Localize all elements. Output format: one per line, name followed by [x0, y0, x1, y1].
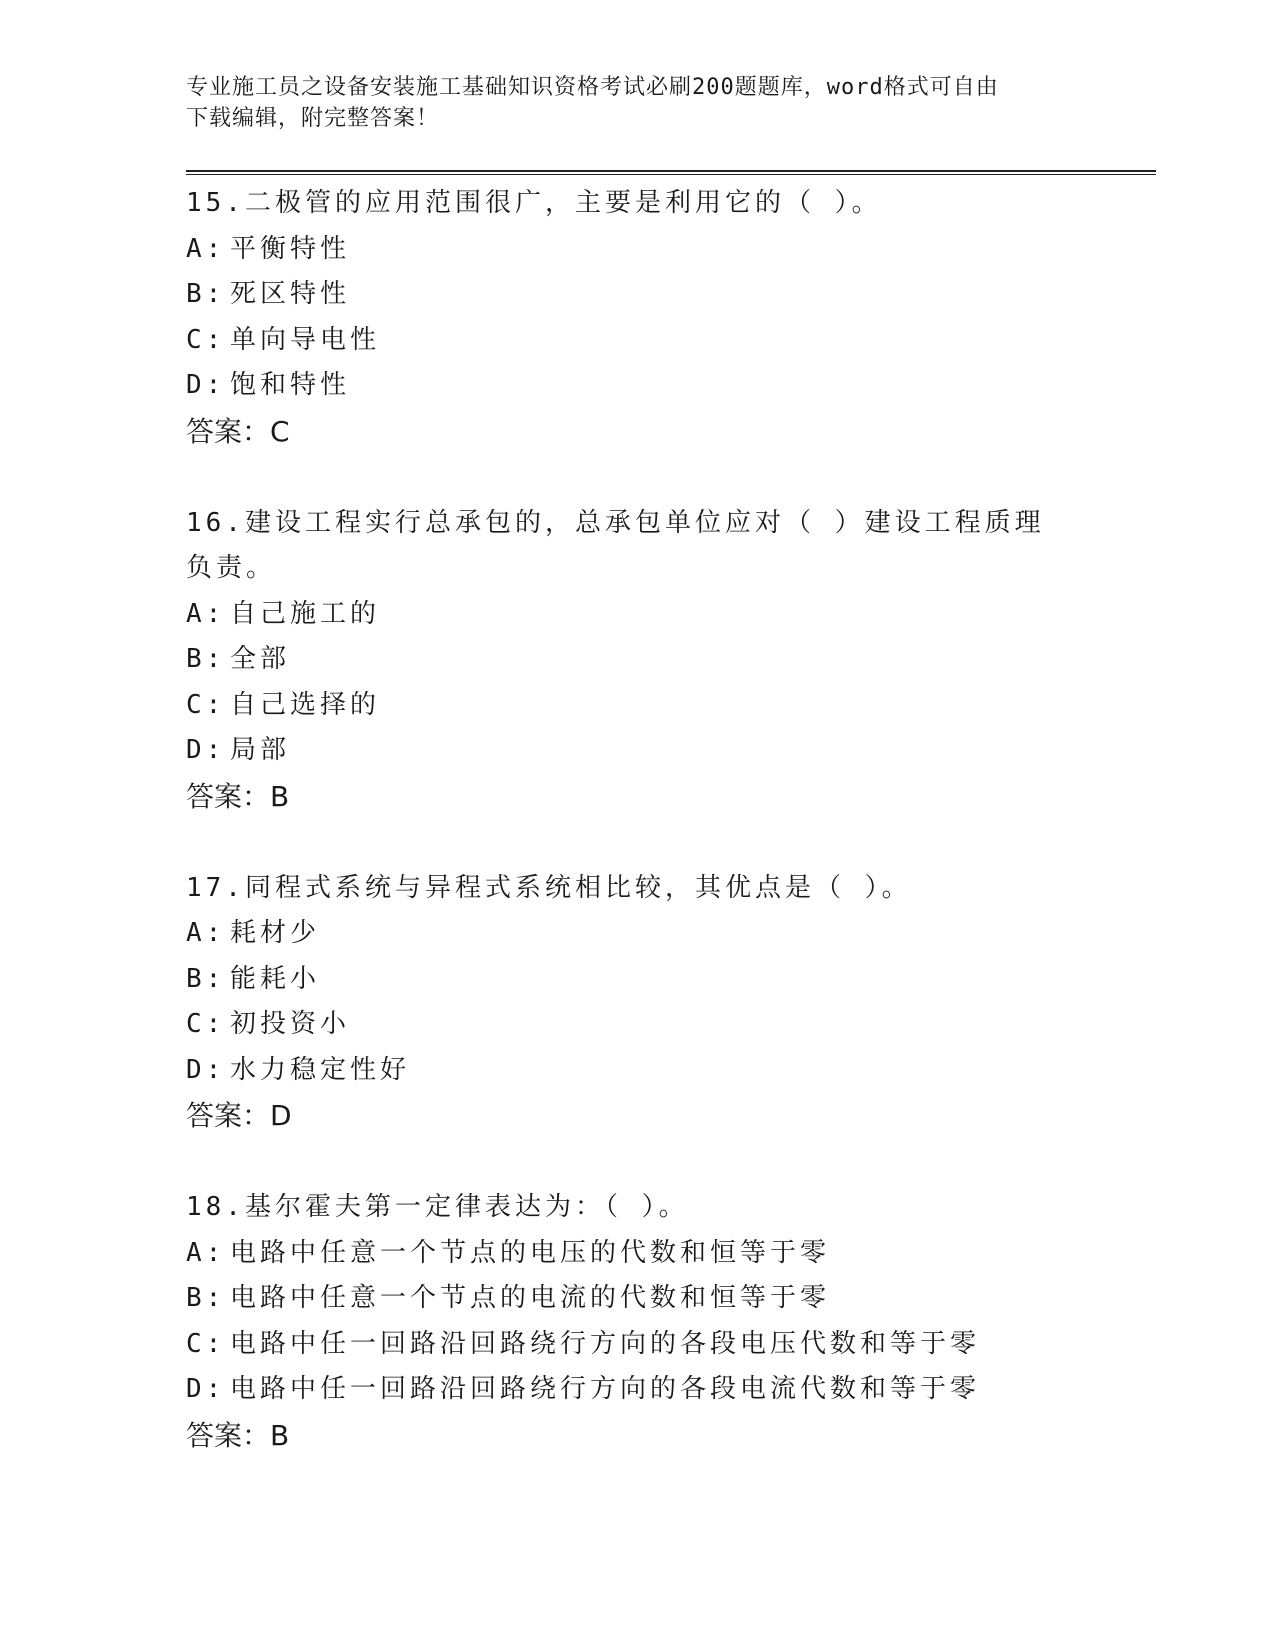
option-text: 死区特性 — [230, 279, 351, 309]
header-line-2: 下载编辑，附完整答案！ — [186, 106, 440, 131]
option-d — [186, 1048, 1156, 1094]
option-d — [186, 1367, 1156, 1413]
option-letter: D: — [186, 735, 226, 765]
option-letter: B: — [186, 1283, 226, 1313]
question-stem: 17.同程式系统与异程式系统相比较，其优点是（ ）。 — [186, 872, 912, 903]
option-letter: A: — [186, 1237, 226, 1268]
option-text: 电路中任意一个节点的电压的代数和恒等于零 — [230, 1237, 831, 1268]
option-text: 自己选择的 — [230, 689, 381, 720]
option-letter: C: — [186, 1328, 226, 1359]
option-letter: B: — [186, 644, 226, 674]
option-letter: C: — [186, 324, 226, 355]
option-letter: C: — [186, 1009, 226, 1039]
option-text: 能耗小 — [230, 963, 321, 994]
question-stem: 16.建设工程实行总承包的，总承包单位应对（ ）建设工程质理负责。 — [186, 507, 1045, 583]
question-18 — [186, 1185, 1156, 1459]
option-letter: D: — [186, 1374, 226, 1404]
option-a — [186, 911, 1156, 957]
answer-line: 答案：D — [186, 1099, 292, 1132]
question-15 — [186, 181, 1156, 455]
option-text: 全部 — [230, 644, 291, 674]
option-text: 水力稳定性好 — [230, 1054, 411, 1085]
option-text: 耗材少 — [230, 918, 321, 948]
option-d — [186, 728, 1156, 774]
option-text: 局部 — [230, 735, 291, 765]
question-16 — [186, 501, 1156, 820]
answer-line: 答案：B — [186, 779, 290, 813]
option-letter: B: — [186, 963, 226, 994]
option-letter: D: — [186, 1054, 226, 1085]
question-17 — [186, 866, 1156, 1140]
option-b — [186, 272, 1156, 318]
option-a — [186, 1231, 1156, 1277]
option-letter: A: — [186, 233, 226, 264]
option-c — [186, 1322, 1156, 1368]
option-b — [186, 957, 1156, 1003]
option-text: 单向导电性 — [230, 324, 381, 355]
question-list — [186, 181, 1156, 1459]
option-b — [186, 637, 1156, 683]
header-divider — [186, 170, 1156, 175]
option-letter: B: — [186, 279, 226, 309]
option-letter: A: — [186, 598, 226, 629]
option-letter: C: — [186, 689, 226, 720]
option-letter: D: — [186, 370, 226, 400]
option-d — [186, 363, 1156, 409]
option-text: 电路中任一回路沿回路绕行方向的各段电流代数和等于零 — [230, 1374, 981, 1404]
document-page — [186, 72, 1156, 1505]
option-text: 初投资小 — [230, 1009, 351, 1039]
option-a — [186, 592, 1156, 638]
header-line-1: 专业施工员之设备安装施工基础知识资格考试必刷200题题库，word格式可自由 — [186, 75, 999, 100]
question-stem: 18.基尔霍夫第一定律表达为：（ ）。 — [186, 1192, 689, 1222]
option-text: 自己施工的 — [230, 598, 381, 629]
question-stem: 15.二极管的应用范围很广，主要是利用它的（ ）。 — [186, 188, 882, 218]
option-letter: A: — [186, 918, 226, 948]
option-text: 电路中任一回路沿回路绕行方向的各段电压代数和等于零 — [230, 1328, 981, 1359]
option-b — [186, 1276, 1156, 1322]
option-text: 平衡特性 — [230, 233, 351, 264]
answer-line: 答案：C — [186, 414, 290, 448]
option-text: 饱和特性 — [230, 370, 351, 400]
answer-line: 答案：B — [186, 1418, 290, 1452]
option-text: 电路中任意一个节点的电流的代数和恒等于零 — [230, 1283, 831, 1313]
option-c — [186, 1002, 1156, 1048]
option-c — [186, 318, 1156, 364]
document-header — [186, 72, 1066, 134]
option-a — [186, 227, 1156, 273]
option-c — [186, 683, 1156, 729]
